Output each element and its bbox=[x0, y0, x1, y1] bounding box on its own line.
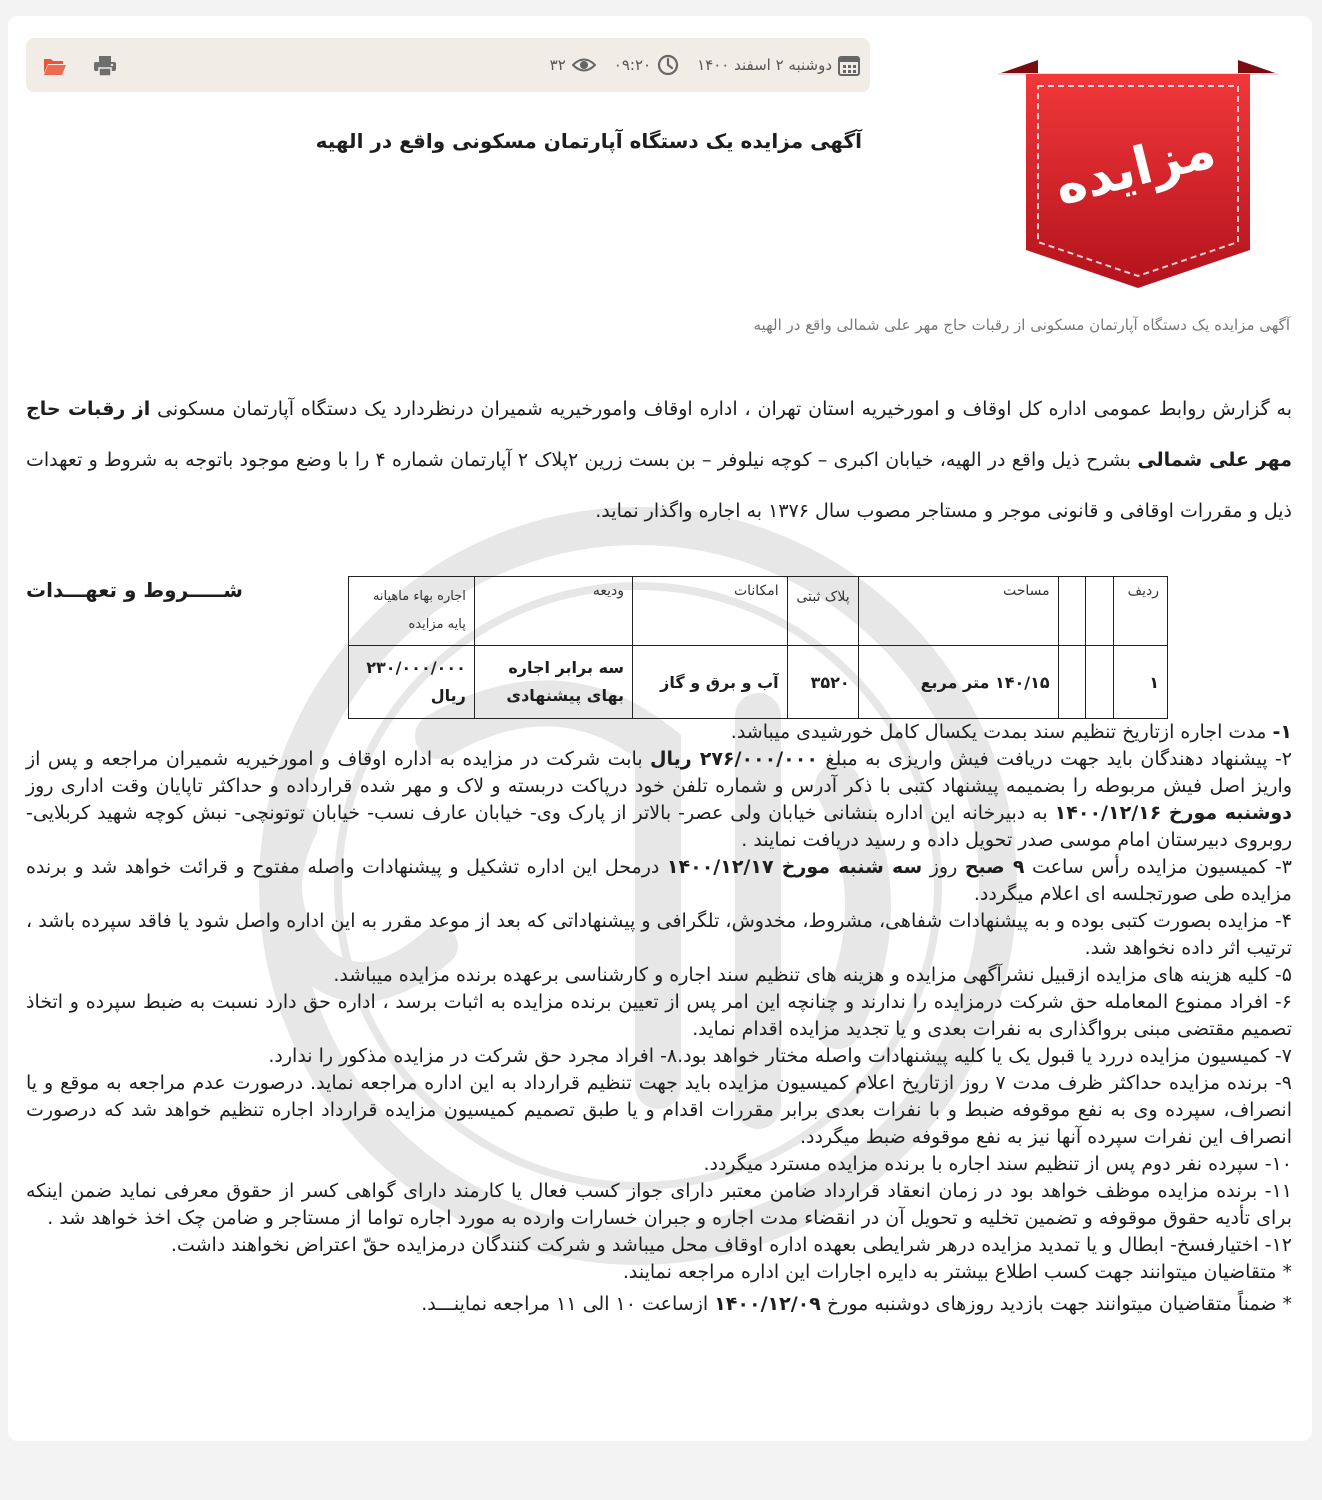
header-plate: پلاک ثبتی bbox=[787, 577, 858, 646]
clause-3-text-b: روز bbox=[922, 856, 965, 878]
clause-2-date: دوشنبه مورخ ۱۴۰۰/۱۲/۱۶ bbox=[1054, 802, 1292, 824]
time-text: ۰۹:۲۰ bbox=[613, 56, 652, 74]
folder-open-icon[interactable] bbox=[40, 52, 70, 80]
cell-rent-amount: ۲۳۰/۰۰۰/۰۰۰ bbox=[366, 658, 466, 677]
clauses-list bbox=[26, 719, 1292, 1318]
clause-1-number: ۱- bbox=[1272, 721, 1292, 743]
print-icon[interactable] bbox=[90, 52, 120, 80]
cell-rent bbox=[349, 646, 475, 719]
eye-icon bbox=[572, 56, 596, 74]
header-deposit: ودیعه bbox=[474, 577, 632, 646]
note-2-text-b: ازساعت ۱۰ الی ۱۱ مراجعه نماینـــد. bbox=[421, 1293, 715, 1315]
clause-1 bbox=[26, 719, 1292, 746]
cell-row-number: ۱ bbox=[1113, 646, 1167, 719]
note-2-date: ۱۴۰۰/۱۲/۰۹ bbox=[714, 1293, 821, 1315]
clause-7: ۷- کمیسیون مزایده دررد یا قبول یک یا کلیه پیشنهادات واصله مختار خواهد بود.۸- افراد مجرد حق شرکت در مزایده مذکور را ندارد. bbox=[268, 1045, 1292, 1067]
page-title: آگهی مزایده یک دستگاه آپارتمان مسکونی واقع در الهیه bbox=[315, 129, 862, 154]
intro-text-2: بشرح ذیل واقع در الهیه، خیابان اکبری – کوچه نیلوفر – بن بست زرین ۲پلاک ۲ آپارتمان شماره ۴ را با وضع موجود باتوجه به شروط و تعهدات ذیل و مقررات اوقافی و قانونی موجر و مستاجر مصوب سال ۱۳۷۶ به اجاره واگذار نماید. bbox=[26, 449, 1292, 522]
calendar-icon bbox=[838, 54, 860, 76]
cell-empty-1 bbox=[1086, 646, 1114, 719]
cell-rent-unit: ریال bbox=[430, 686, 466, 705]
header-empty-2 bbox=[1058, 577, 1086, 646]
property-table bbox=[348, 576, 1168, 719]
header-area: مساحت bbox=[858, 577, 1058, 646]
header-rent-line1: اجاره بهاء ماهیانه bbox=[372, 589, 466, 604]
clause-2-text-b: بابت شرکت در مزایده به اداره اوقاف و امورخیریه شمیران مراجعه و پس از واریز اصل فیش مربوطه را بضمیمه پیشنهاد کتبی با ذکر آدرس و شماره تلفن خود درپاکت دربسته و لاک و مهر شده قرارداده و حداکثر تاپایان وقت اداری روز bbox=[26, 748, 1292, 797]
image-caption: آگهی مزایده یک دستگاه آپارتمان مسکونی از رقبات حاج مهر علی شمالی واقع در الهیه bbox=[753, 316, 1290, 334]
clause-10: ۱۰- سپرده نفر دوم پس از تنظیم سند اجاره با برنده مزایده مسترد میگردد. bbox=[703, 1153, 1292, 1175]
intro-bold: از رقبات حاج مهر علی شمالی bbox=[26, 398, 1292, 471]
clause-5: ۵- کلیه هزینه های مزایده ازقبیل نشرآگهی مزایده و هزینه های تنظیم سند اجاره و کارشناسی برعهده برنده مزایده میباشد. bbox=[333, 964, 1292, 986]
clause-12: ۱۲- اختیارفسخ- ابطال و یا تمدید مزایده درهر شرایطی بعهده اداره اوقاف محل میباشد و شرکت کنندگان درمزایده حقّ اعتراض نخواهند داشت. bbox=[170, 1234, 1292, 1256]
note-2-text-a: * ضمناً متقاضیان میتوانند جهت بازدید روزهای دوشنبه مورخ bbox=[820, 1293, 1292, 1315]
table-row bbox=[349, 646, 1168, 719]
intro-paragraph bbox=[26, 384, 1292, 537]
clock-icon bbox=[657, 54, 679, 76]
cell-plate: ۳۵۲۰ bbox=[787, 646, 858, 719]
clause-11: ۱۱- برنده مزایده موظف خواهد بود در زمان انعقاد قرارداد ضامن معتبر دارای جواز کسب فعال یا کارمند دارای گواهی کسر از حقوق معرفی نماید ضمن اینکه برای تأدیه حقوق موقوفه و تضمین تخلیه و تحویل آن در انقضاء مدت اجاره و جبران خسارات وارده به مورد اجاره تواما از مستاجر و ضامن چک اخذ خواهد شد . bbox=[26, 1180, 1292, 1229]
auction-badge bbox=[998, 60, 1278, 290]
table-header-row bbox=[349, 577, 1168, 646]
terms-heading: شـــــروط و تعهـــدات bbox=[26, 578, 243, 602]
note-1: * متقاضیان میتوانند جهت کسب اطلاع بیشتر به دایره اجارات این اداره مراجعه نمایند. bbox=[622, 1261, 1292, 1283]
cell-facilities: آب و برق و گاز bbox=[633, 646, 788, 719]
cell-empty-2 bbox=[1058, 646, 1086, 719]
clause-9: ۹- برنده مزایده حداکثر ظرف مدت ۷ روز ازتاریخ اعلام کمیسیون مزایده باید جهت تنظیم قرارداد به این اداره مراجعه نماید. درصورت عدم مراجعه به موقع و یا انصراف، سپرده وی به نفع موقوفه ضبط و با نفرات بعدی برابر مقررات اقدام و یا طبق تصمیم کمیسیون مزایده قرارداد اجاره تنظیم خواهد شد که درصورت انصراف این نفرات سپرده آنها نیز به نفع موقوفه ضبط میگردد. bbox=[26, 1072, 1292, 1148]
note-2 bbox=[26, 1291, 1292, 1318]
clause-2-text-a: ۲- پیشنهاد دهندگان باید جهت دریافت فیش واریزی به مبلغ bbox=[817, 748, 1292, 770]
meta-bar bbox=[26, 38, 870, 92]
views-text: ۳۲ bbox=[549, 56, 566, 74]
date-text: دوشنبه ۲ اسفند ۱۴۰۰ bbox=[697, 56, 832, 74]
view-count bbox=[550, 56, 596, 74]
clause-6: ۶- افراد ممنوع المعامله حق شرکت درمزایده را ندارند و چنانچه این امر پس از تعیین برنده مزایده به اثبات برسد ، اداره حق دارد نسبت به ضبط سپرده و اتخاذ تصمیم مقتضی مبنی برواگذاری به نفرات بعدی و یا تجدید مزایده اقدام نماید. bbox=[26, 991, 1292, 1040]
cell-area: ۱۴۰/۱۵ متر مربع bbox=[858, 646, 1058, 719]
header-rent-line2: پایه مزایده bbox=[408, 617, 466, 632]
clause-3-text-c: درمحل این اداره تشکیل و پیشنهادات واصله مفتوح و قرائت خواهد شد و برنده مزایده طی صورتجلسه ای اعلام میگردد. bbox=[26, 856, 1292, 905]
clause-3-text-a: ۳- کمیسیون مزایده رأس ساعت bbox=[1024, 856, 1293, 878]
header-row-number: ردیف bbox=[1113, 577, 1167, 646]
header-rent bbox=[349, 577, 475, 646]
publish-date bbox=[697, 54, 860, 76]
clause-4: ۴- مزایده بصورت کتبی بوده و به پیشنهادات شفاهی، مشروط، مخدوش، تلگرافی و پیشنهاداتی که بعد از موعد مقرر به این اداره واصل شود یا فاقد سپرده باشد ، ترتیب اثر داده نخواهد شد. bbox=[26, 910, 1292, 959]
clause-3 bbox=[26, 854, 1292, 908]
clause-1-text: مدت اجاره ازتاریخ تنظیم سند بمدت یکسال کامل خورشیدی میباشد. bbox=[730, 721, 1273, 743]
header-facilities: امکانات bbox=[633, 577, 788, 646]
clause-3-time: ۹ صبح bbox=[964, 856, 1025, 878]
clause-2-amount: ۲۷۶/۰۰۰/۰۰۰ ریال bbox=[650, 748, 818, 770]
clause-3-date: سه شنبه مورخ ۱۴۰۰/۱۲/۱۷ bbox=[666, 856, 923, 878]
clause-2 bbox=[26, 746, 1292, 854]
article-card bbox=[8, 16, 1312, 1441]
header-empty-1 bbox=[1086, 577, 1114, 646]
intro-text-1: به گزارش روابط عمومی اداره کل اوقاف و امورخیریه استان تهران ، اداره اوقاف وامورخیریه شمیران درنظردارد یک دستگاه آپارتمان مسکونی bbox=[150, 398, 1292, 420]
publish-time bbox=[614, 54, 679, 76]
badge-text: مزایده bbox=[1048, 119, 1222, 218]
clause-2-text-c: به دبیرخانه این اداره بنشانی خیابان ولی عصر- بالاتر از پارک وی- خیابان عارف نسب- خیابان توتونچی- نبش کوچه شهید کربلایی- روبروی دبیرستان امام موسی صدر تحویل داده و رسید دریافت نمایند . bbox=[26, 802, 1292, 851]
cell-deposit: سه برابر اجاره بهای پیشنهادی bbox=[474, 646, 632, 719]
